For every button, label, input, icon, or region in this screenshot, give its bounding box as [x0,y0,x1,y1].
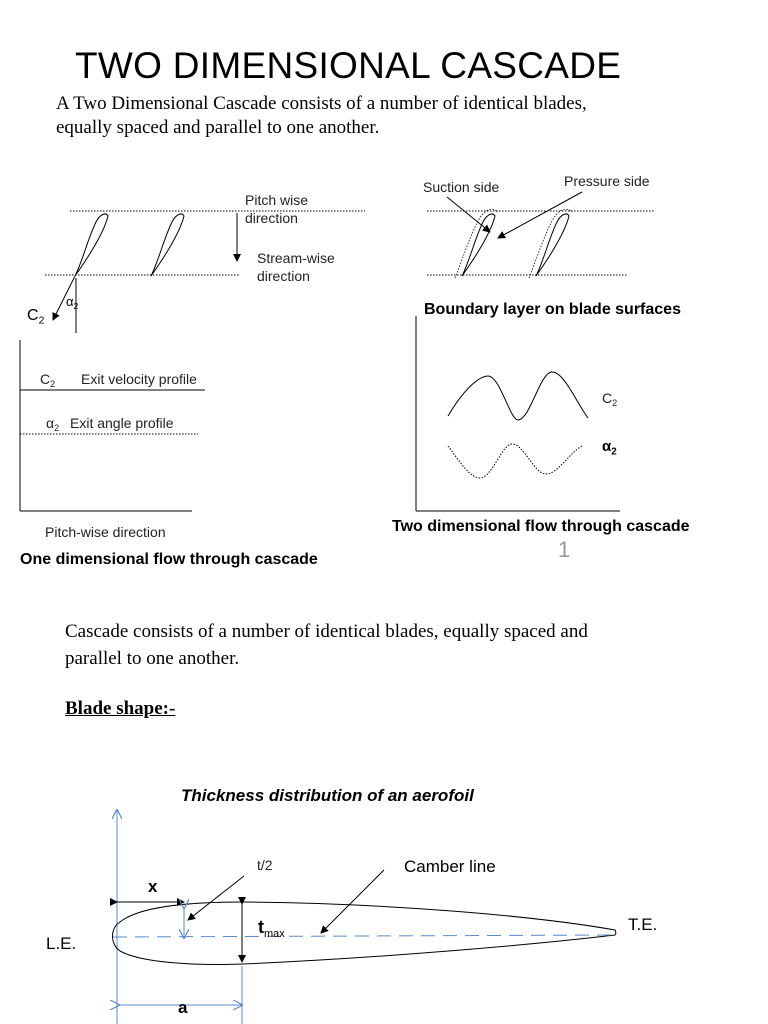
half-thickness-label: t/2 [257,857,273,873]
c2-vector-label [27,307,44,325]
aerofoil-title: Thickness distribution of an aerofoil [181,786,474,805]
pitch-wise-label-line-1: Pitch wise [245,192,309,208]
x-label: x [148,877,158,896]
intro-text-line-1: A Two Dimensional Cascade consists of a number of identical blades, [56,93,587,114]
half-thickness-leader [188,876,244,920]
left-cascade [45,211,365,333]
c-subscript: 2 [38,315,45,327]
intro-text-line-2: equally spaced and parallel to one another. [56,117,380,138]
c-subscript: 2 [612,398,618,409]
exit-angle-profile-label: Exit angle profile [70,415,174,431]
camber-line [113,935,615,937]
c2-wave-curve [448,372,588,420]
alpha-subscript: 2 [73,300,79,311]
right-profile-chart [416,316,620,511]
angle-profile-alpha2 [46,415,60,434]
page-number: 1 [558,537,571,562]
pitch-wise-label-line-2: direction [245,210,298,226]
max-subscript: max [264,927,285,940]
right-cascade [427,192,655,278]
velocity-profile-c2 [40,371,56,390]
boundary-layer-1 [455,209,498,278]
alpha-subscript: 2 [54,423,60,434]
right-blade-2 [536,214,569,276]
pitch-wise-axis-label: Pitch-wise direction [45,524,166,540]
c-symbol: C [602,390,613,406]
stream-wise-label-line-1: Stream-wise [257,250,335,266]
c-symbol: C [40,371,51,387]
exit-velocity-profile-label: Exit velocity profile [81,371,197,387]
suction-side-label: Suction side [423,179,500,195]
two-dimensional-caption: Two dimensional flow through cascade [392,518,690,535]
alpha2-angle-label [66,294,78,309]
alpha-symbol: α [66,294,74,309]
alpha2-wave-label [602,438,617,458]
aerofoil-outline [113,902,616,964]
body-paragraph-line-1: Cascade consists of a number of identical blades, equally spaced and [65,621,588,642]
pressure-side-label: Pressure side [564,173,650,189]
left-blade-1 [75,214,108,276]
left-blade-2 [151,214,184,276]
trailing-edge-label: T.E. [628,915,658,934]
slide-title: TWO DIMENSIONAL CASCADE [75,45,622,86]
pressure-side-arrow [498,192,582,238]
blade-shape-heading: Blade shape:- [65,698,176,719]
leading-edge-label: L.E. [46,934,77,953]
c2-wave-label [602,390,618,409]
stream-wise-label-line-2: direction [257,268,310,284]
t-symbol: t [258,917,264,937]
c-symbol: C [27,307,39,324]
boundary-layer-2 [529,209,572,278]
body-paragraph-line-2: parallel to one another. [65,648,240,669]
a-label: a [178,998,188,1017]
c-subscript: 2 [50,379,56,390]
camber-line-label: Camber line [404,857,496,876]
alpha-symbol: α [46,415,55,431]
boundary-layer-caption: Boundary layer on blade surfaces [424,301,681,318]
camber-leader [321,870,384,933]
alpha2-wave-curve [448,444,582,478]
aerofoil-diagram [113,810,616,1024]
tmax-label [258,917,285,938]
right-blade-1 [462,214,495,276]
one-dimensional-caption: One dimensional flow through cascade [20,551,318,568]
suction-side-arrow [447,197,490,232]
alpha-symbol: α [602,438,612,455]
alpha-subscript: 2 [611,446,617,458]
